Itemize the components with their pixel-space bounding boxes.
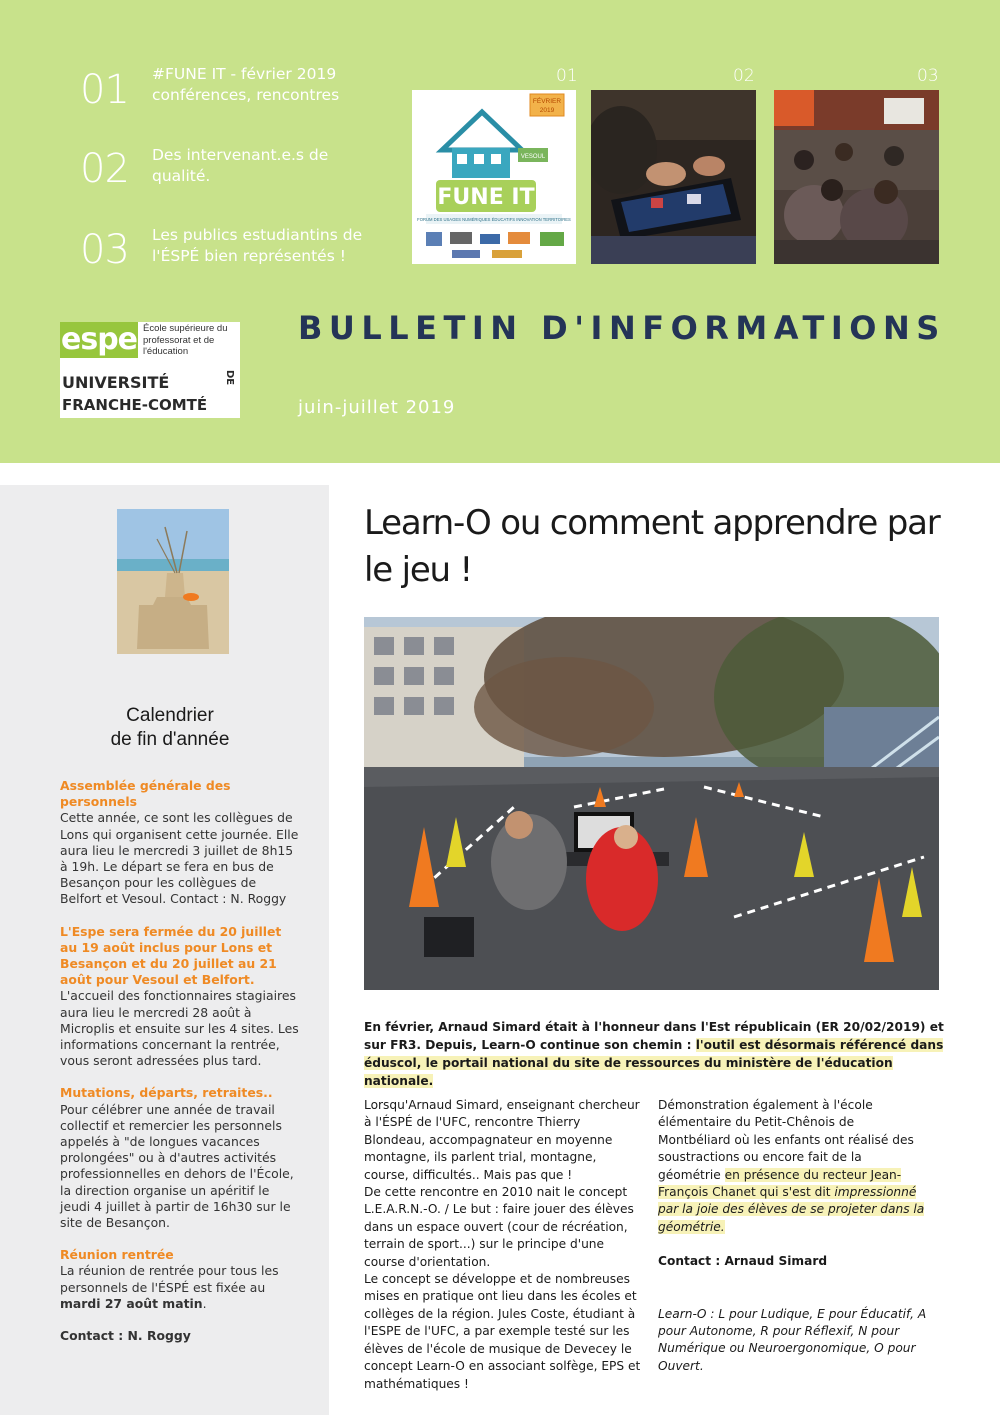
- audience-photo-illustration: [774, 90, 939, 264]
- fune-it-poster-image[interactable]: [412, 90, 576, 264]
- highlight-text-3: Les publics estudiantins de l'ÉSPÉ bien représentés !: [152, 226, 363, 265]
- calendar-item-body: Cette année, ce sont les collègues de Lons qui organisent cette journée. Elle aura lieu le mercredi 3 juillet de 8h15 à 19h. Le départ se fera en bus de Besançon pour les collègues de Belfort et Vesoul. Contact : N. Roggy: [60, 810, 299, 907]
- thumbnail-number-1: 01: [556, 66, 578, 86]
- sandcastle-photo[interactable]: [117, 509, 229, 654]
- calendar-title-line2: de fin d'année: [110, 729, 230, 750]
- highlight-number-1: 01: [80, 67, 129, 113]
- de-wordmark: DE: [224, 370, 235, 386]
- thumbnail-number-3: 03: [917, 66, 939, 86]
- calendar-list: [60, 778, 300, 1344]
- calendar-item-heading: Réunion rentrée: [60, 1247, 174, 1263]
- espe-wordmark: espe: [60, 322, 138, 357]
- article-paragraph: [658, 1097, 928, 1236]
- article-paragraph: Le concept se développe et de nombreuses mises en pratique ont lieu dans les écoles et collèges de la région. Jules Coste, étudiant à l'ESPE de l'UFC, a par exemple testé sur les élèves de l'école de musique de Devecey le concept Learn-O en associant solfège, EPS et mathématiques !: [364, 1272, 641, 1391]
- article-column-right: [658, 1097, 928, 1375]
- learn-o-photo-illustration: [364, 617, 939, 990]
- tablet-photo[interactable]: [591, 90, 756, 264]
- calendar-item-body-end: .: [202, 1295, 207, 1311]
- calendar-item-body: Pour célébrer une année de travail collectif et remercier les personnels appelés à "de longues vacances prolongées" ou à d'autres activités professionnelles en dehors de l'École, la direction organise un apéritif le jeudi 4 juillet à partir de 16h30 sur le site de Besançon.: [60, 1101, 294, 1231]
- calendar-contact: Contact : N. Roggy: [60, 1328, 191, 1344]
- calendar-item-heading: Mutations, départs, retraites..: [60, 1085, 273, 1101]
- calendar-title: [60, 704, 280, 752]
- franche-comte-wordmark: FRANCHE-COMTÉ: [62, 396, 208, 414]
- sandcastle-illustration: [117, 509, 229, 654]
- header-band: [0, 0, 1000, 463]
- calendar-item-body: [60, 1263, 300, 1312]
- article-intro: [364, 1018, 954, 1090]
- poster-subtitle: FORUM DES USAGES NUMÉRIQUES ÉDUCATIFS INNOVATION TERRITOIRES: [417, 217, 571, 222]
- calendar-item-rentree: [60, 1247, 300, 1312]
- universite-wordmark: UNIVERSITÉ: [62, 373, 170, 392]
- highlight-text-2: Des intervenant.e.s de qualité.: [152, 146, 329, 185]
- poster-place: VESOUL: [520, 154, 546, 160]
- highlight-number-3: 03: [80, 227, 129, 273]
- tablet-photo-illustration: [591, 90, 756, 264]
- calendar-item-mutations: [60, 1085, 300, 1231]
- calendar-item-heading: L'Espe sera fermée du 20 juillet au 19 août inclus pour Lons et Besançon et du 20 juillet au 21 août pour Vesoul et Belfort.: [60, 923, 282, 988]
- article-paragraph-highlight-text: en présence du recteur Jean-François Chanet qui s'est dit: [658, 1167, 902, 1200]
- article-paragraph: Lorsqu'Arnaud Simard, enseignant chercheur à l'ÉSPÉ de l'UFC, rencontre Thierry Blondeau, accompagnateur en moyenne montagne, ils parlent trial, montagne, course, difficultés.. Mais pas que !: [364, 1098, 640, 1182]
- poster-date-line1: FÉVRIER: [532, 98, 562, 105]
- highlight-text-1: #FUNE IT - février 2019 conférences, rencontres: [152, 65, 340, 104]
- calendar-item-body: L'accueil des fonctionnaires stagiaires aura lieu le mercredi 28 août à Microplis et ensuite sur les 4 sites. Les informations concernant la rentrée, vous seront adressées plus tard.: [60, 988, 299, 1069]
- calendar-item-fermeture: [60, 924, 300, 1070]
- article-paragraph-text: Démonstration également à l'école élémentaire du Petit-Chênois de Montbéliard où les enfants ont réalisé des soustractions ou encore fait de la géométrie: [658, 1098, 914, 1182]
- article-paragraph: De cette rencontre en 2010 nait le concept L.E.A.R.N.-O. / Le but : faire jouer des élèves dans un espace ouvert (cour de récréation, terrain de sport...) sur le principe d'une course d'orientation.: [364, 1185, 634, 1269]
- article-paragraph-highlight-italic: impressionné par la joie des élèves de se projeter dans la géométrie.: [658, 1185, 925, 1234]
- article-intro-text: En février, Arnaud Simard était à l'honneur dans l'Est républicain (ER 20/02/2019) et sur FR3. Depuis, Learn-O continue son chemin :: [364, 1020, 944, 1052]
- highlight-number-2: 02: [80, 146, 129, 192]
- poster-illustration: [412, 90, 576, 264]
- article-contact: Contact : Arnaud Simard: [658, 1254, 828, 1269]
- poster-acronym: FUNE IT: [437, 185, 535, 210]
- audience-photo[interactable]: [774, 90, 939, 264]
- calendar-item-assemblee: [60, 778, 300, 908]
- learn-o-outdoor-photo[interactable]: [364, 617, 939, 990]
- calendar-item-heading: Assemblée générale des personnels: [60, 778, 231, 810]
- article-column-left: [364, 1097, 641, 1393]
- bulletin-date: juin-juillet 2019: [298, 397, 456, 418]
- article-title: Learn-O ou comment apprendre par le jeu !: [364, 503, 940, 590]
- learn-o-acronym-note: Learn-O : L pour Ludique, E pour Éducatif, A pour Autonome, R pour Réflexif, N pour Numérique ou Neuroergonomique, O pour Ouvert.: [658, 1306, 927, 1373]
- espe-description: École supérieure du professorat et de l'éducation: [143, 323, 228, 357]
- calendar-item-body-date: mardi 27 août matin: [60, 1295, 203, 1311]
- thumbnail-number-2: 02: [733, 66, 755, 86]
- calendar-title-line1: Calendrier: [126, 705, 214, 726]
- article-intro-highlight: l'outil est désormais référencé dans éduscol, le portail national du site de ressources du ministère de l'éducation nationale.: [364, 1038, 944, 1088]
- poster-date-line2: 2019: [539, 107, 555, 114]
- bulletin-title: BULLETIN D'INFORMATIONS: [298, 309, 946, 347]
- espe-ufc-logo: [60, 322, 240, 418]
- calendar-item-body-text: La réunion de rentrée pour tous les personnels de l'ÉSPÉ est fixée au: [60, 1263, 279, 1295]
